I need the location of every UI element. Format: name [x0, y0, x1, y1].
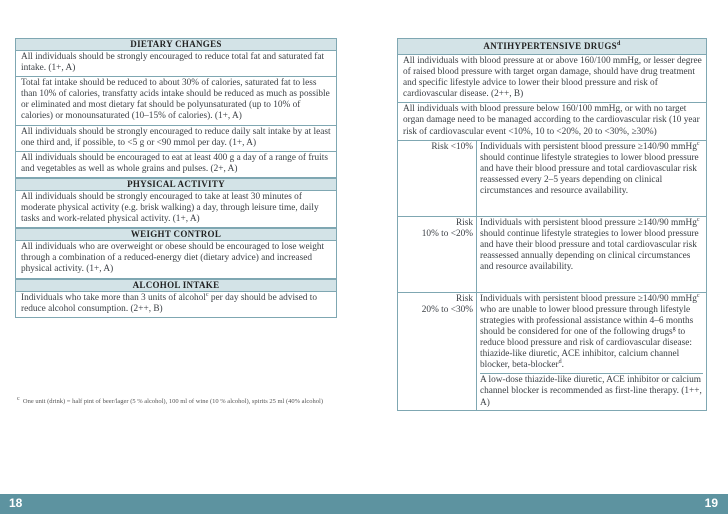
risk-range: 20% to <30% [421, 304, 473, 315]
recommendation-text: who are unable to lower blood pressure through lifestyle strategies with professional assistance within 4–6 months should be considered for one of the following drugs [480, 304, 694, 337]
marker: c [696, 140, 700, 147]
drugs-intro: All individuals with blood pressure at or above 160/100 mmHg, or lesser degree of raised blood pressure with target organ damage, should have drug treatment and specific lifestyle advice to lower their blood pressure and risk of cardiovascular disease. (2++, B) [398, 55, 706, 103]
antihypertensive-drugs-box [397, 38, 707, 411]
antihypertensive-heading [398, 39, 706, 55]
recommendation-paragraph [480, 294, 703, 375]
footnote-mark: c [17, 395, 20, 402]
risk-level-cell [398, 216, 477, 292]
alcohol-text-end: per day should be advised to reduce alcohol consumption. (2++, B) [21, 292, 317, 314]
weight-control-heading: WEIGHT CONTROL [16, 228, 336, 241]
risk-range: 10% to <20% [421, 228, 473, 239]
risk-level-cell [398, 292, 477, 409]
table-row [398, 292, 706, 409]
recommendation-text: . [561, 360, 564, 371]
recommendation-text: to reduce blood pressure and risk of cardiovascular disease: thiazide-like diuretic, ACE inhibitor, calcium channel blocker, beta-blocker [480, 326, 692, 371]
risk-label: Risk [455, 293, 473, 304]
alcohol-text-start: Individuals who take more than 3 units of alcohol [21, 292, 206, 303]
recommendation-cell [477, 140, 707, 216]
antihypertensive-heading-text: ANTIHYPERTENSIVE DRUGS [483, 41, 617, 51]
marker: d [558, 359, 562, 366]
heading-marker: d [616, 41, 621, 47]
recommendation-text: Individuals with persistent blood pressure ≥140/90 mmHg [480, 293, 697, 304]
marker: g [672, 325, 676, 332]
risk-label: Risk <10% [431, 141, 473, 152]
page-number: 19 [704, 496, 718, 510]
marker: c [696, 216, 700, 223]
lifestyle-recommendations-box [15, 38, 337, 318]
dietary-item: All individuals should be encouraged to eat at least 400 g a day of a range of fruits and vegetables as well as whole grains and pulses. (2+, A) [16, 152, 336, 178]
alcohol-intake-heading: ALCOHOL INTAKE [16, 279, 336, 292]
table-row [398, 216, 706, 292]
first-line-therapy-note: A low-dose thiazide-like diuretic, ACE inhibitor or calcium channel blocker is recommended as first-line therapy. (1++, A) [480, 375, 702, 408]
dietary-item: All individuals should be strongly encouraged to reduce total fat and saturated fat intake. (1+, A) [16, 51, 336, 77]
footnote [17, 397, 337, 406]
footnote-text: One unit (drink) = half pint of beer/lager (5 % alcohol), 100 ml of wine (10 % alcohol), spirits 25 ml (40% alcohol) [22, 398, 323, 405]
right-page [364, 0, 728, 514]
physical-activity-item: All individuals should be strongly encouraged to take at least 30 minutes of moderate physical activity (e.g. brisk walking) a day, through leisure time, daily tasks and work-related physical activity. (1+, A) [16, 191, 336, 228]
recommendation-text: should continue lifestyle strategies to lower blood pressure and have their blood pressure and total cardiovascular risk reassessed annually depending on clinical circumstances and resource availability. [480, 228, 699, 273]
page-number: 18 [9, 496, 23, 510]
physical-activity-heading: PHYSICAL ACTIVITY [16, 178, 336, 191]
drugs-intro: All individuals with blood pressure below 160/100 mmHg, or with no target organ damage need to be managed according to the cardiovascular risk (10 year risk of cardiovascular event <10%, 10 to <20%, 20 to <30%, ≥30%) [403, 104, 700, 137]
table-row [398, 140, 706, 216]
dietary-item: All individuals should be strongly encouraged to reduce daily salt intake by at least one third and, if possible, to <5 g or <90 mmol per day. (1+, A) [16, 126, 336, 152]
recommendation-text: Individuals with persistent blood pressure ≥140/90 mmHg [480, 217, 697, 228]
dietary-item: Total fat intake should be reduced to about 30% of calories, saturated fat to less than 10% of calories, transfatty acids intake should be reduced as much as possible or eliminated and most dietary fat should be polyunsaturated (up to 10% of calories) or monounsaturated (10–15% of calories). (1+, A) [16, 77, 336, 125]
recommendation-cell [477, 216, 707, 292]
weight-control-item: All individuals who are overweight or obese should be encouraged to lose weight through a combination of a reduced-energy diet (dietary advice) and increased physical activity. (1+, A) [16, 241, 336, 278]
dietary-changes-heading: DIETARY CHANGES [16, 39, 336, 51]
risk-level-cell [398, 140, 477, 216]
recommendation-text: should continue lifestyle strategies to lower blood pressure and have their blood pressure and total cardiovascular risk reassessed every 2–5 years depending on clinical circumstances and resource availability. [480, 152, 699, 197]
marker: c [696, 292, 700, 299]
page-footer-band [364, 494, 728, 514]
alcohol-intake-item [16, 292, 336, 317]
page-footer-band [0, 494, 364, 514]
footnote-marker: c [205, 291, 209, 298]
recommendation-cell [477, 292, 707, 409]
risk-label: Risk [455, 217, 473, 228]
risk-table [398, 140, 706, 410]
recommendation-text: Individuals with persistent blood pressure ≥140/90 mmHg [480, 141, 697, 152]
